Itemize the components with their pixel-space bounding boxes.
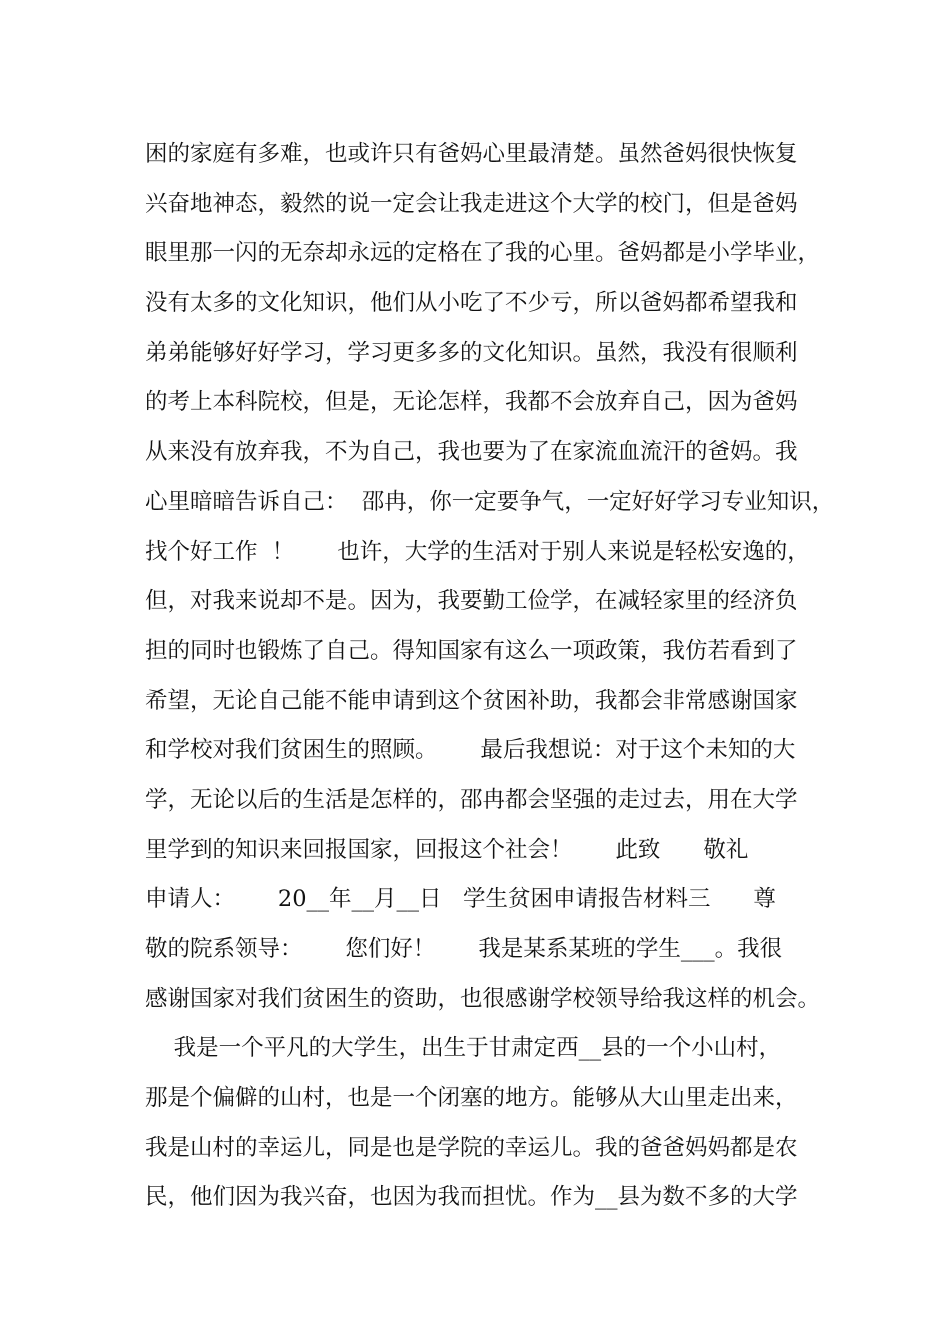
- text-line: 找个好工作 ！ 也许，大学的生活对于别人来说是轻松安逸的，: [145, 538, 810, 565]
- text-line: 感谢国家对我们贫困生的资助，也很感谢学校领导给我这样的机会。: [145, 985, 821, 1012]
- text-line: 里学到的知识来回报国家，回报这个社会！ 此致 敬礼: [145, 836, 749, 863]
- text-line: 我是一个平凡的大学生，出生于甘肃定西__县的一个小山村，: [145, 1035, 782, 1062]
- text-line: 但，对我来说却不是。因为，我要勤工俭学，在减轻家里的经济负: [145, 588, 798, 615]
- text-line: 从来没有放弃我，不为自己，我也要为了在家流血流汗的爸妈。我: [145, 439, 798, 466]
- text-line: 担的同时也锻炼了自己。得知国家有这么一项政策，我仿若看到了: [145, 637, 798, 664]
- text-line: 敬的院系领导： 您们好！ 我是某系某班的学生___。我很: [145, 936, 783, 962]
- text-line: 弟弟能够好好学习，学习更多多的文化知识。虽然，我没有很顺利: [145, 339, 798, 366]
- text-line: 希望，无论自己能不能申请到这个贫困补助，我都会非常感谢国家: [145, 687, 798, 714]
- text-line: 的考上本科院校，但是，无论怎样，我都不会放弃自己，因为爸妈: [145, 389, 798, 416]
- text-line: 那是个偏僻的山村，也是一个闭塞的地方。能够从大山里走出来，: [145, 1085, 798, 1112]
- text-line: 申请人： 20__年__月__日 学生贫困申请报告材料三 尊: [145, 886, 776, 913]
- text-line: 没有太多的文化知识，他们从小吃了不少亏，所以爸妈都希望我和: [145, 290, 798, 317]
- text-line: 眼里那一闪的无奈却永远的定格在了我的心里。爸妈都是小学毕业，: [145, 240, 821, 267]
- document-body: [145, 130, 845, 1223]
- text-line: 我是山村的幸运儿，同是也是学院的幸运儿。我的爸爸妈妈都是农: [145, 1134, 798, 1161]
- text-line: 困的家庭有多难，也或许只有爸妈心里最清楚。虽然爸妈很快恢复: [145, 141, 798, 167]
- text-line: 学，无论以后的生活是怎样的，邵冉都会坚强的走过去，用在大学: [145, 786, 798, 813]
- text-line: 心里暗暗告诉自己： 邵冉，你一定要争气，一定好好学习专业知识，: [145, 488, 835, 515]
- text-line: 和学校对我们贫困生的照顾。 最后我想说：对于这个未知的大: [145, 737, 796, 764]
- text-line: 兴奋地神态，毅然的说一定会让我走进这个大学的校门，但是爸妈: [145, 190, 798, 217]
- text-line: 民，他们因为我兴奋，也因为我而担忧。作为__县为数不多的大学: [145, 1184, 798, 1211]
